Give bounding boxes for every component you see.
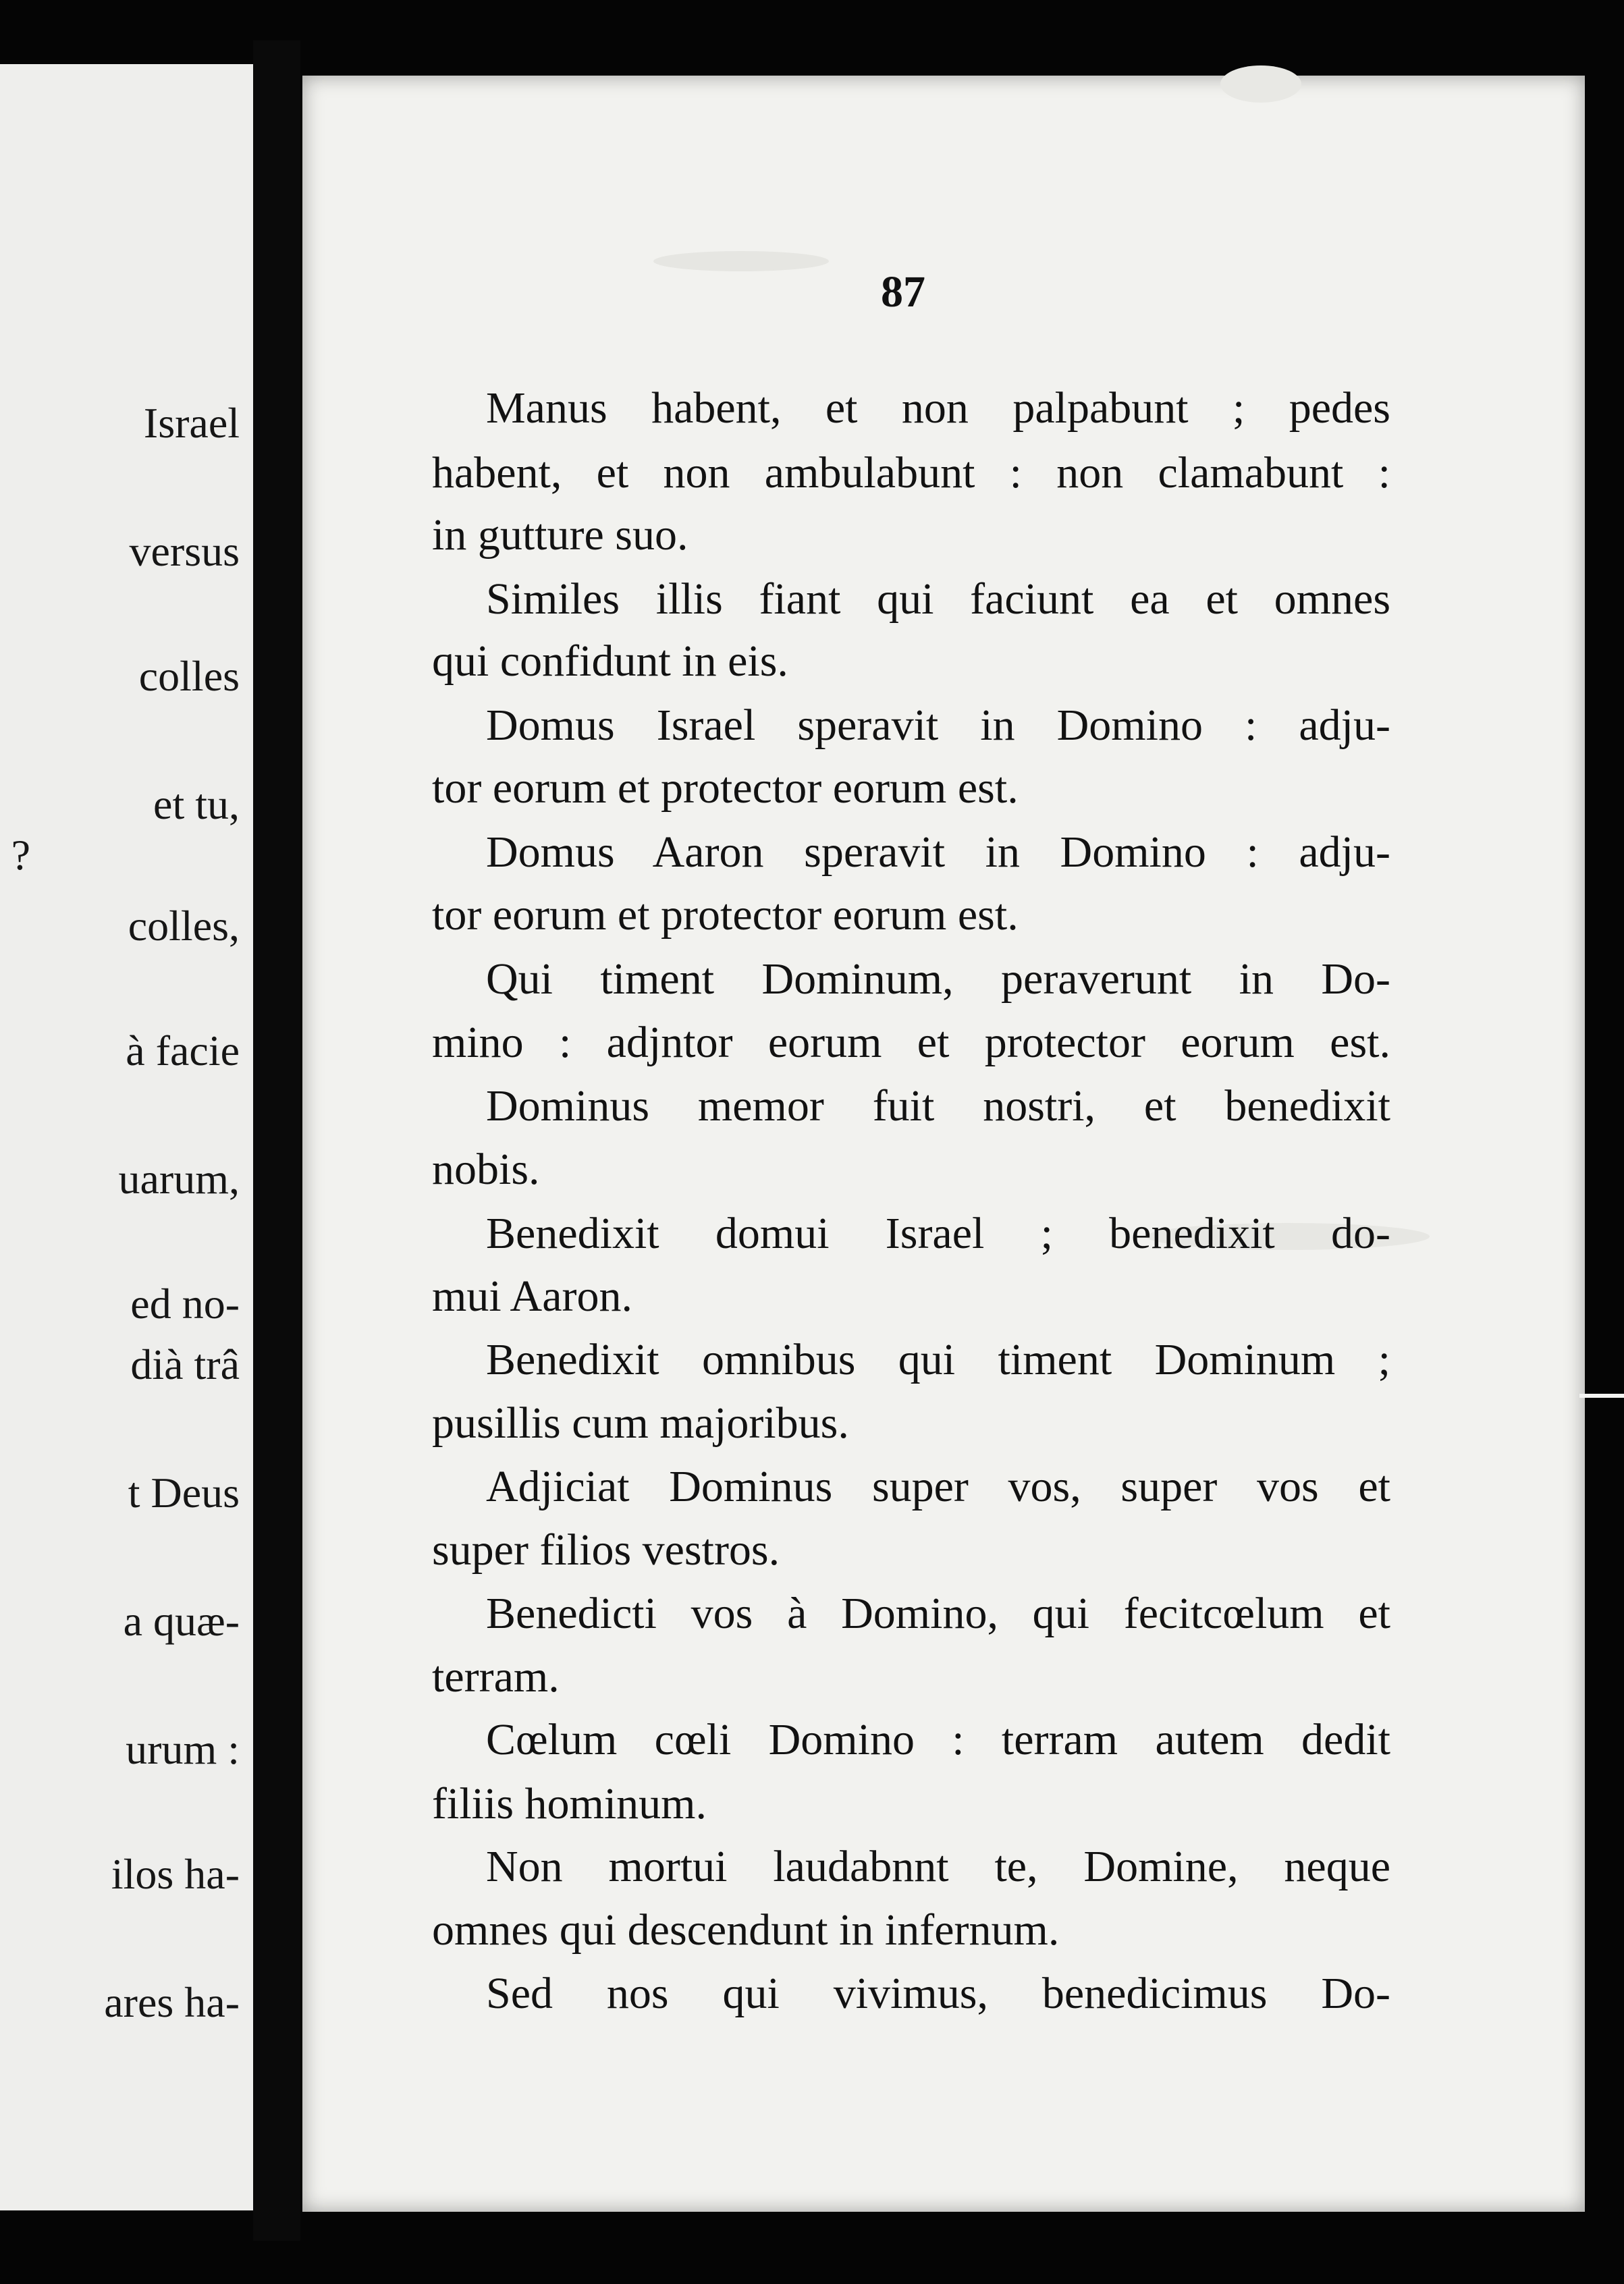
left-page-line: versus: [129, 527, 240, 575]
text-line: Manus habent, et non palpabunt ; pedes: [486, 383, 1390, 433]
text-line: Sed nos qui vivimus, benedicimus Do-: [486, 1969, 1390, 2018]
text-line: Qui timent Dominum, peraverunt in Do-: [486, 954, 1390, 1004]
page-number: 87: [881, 267, 925, 317]
text-line: super filios vestros.: [432, 1525, 780, 1575]
text-line: Benedixit domui Israel ; benedixit do-: [486, 1209, 1390, 1258]
text-line: Domus Aaron speravit in Domino : adju-: [486, 827, 1390, 877]
left-page-line: et tu,: [153, 780, 240, 828]
text-line: Benedixit omnibus qui timent Dominum ;: [486, 1335, 1390, 1384]
text-line: Cœlum cœli Domino : terram autem dedit: [486, 1715, 1390, 1764]
left-page-line: Israel: [143, 399, 240, 447]
text-line: habent, et non ambulabunt : non clamabunt :: [432, 448, 1390, 497]
left-page-line: ares ha-: [104, 1978, 240, 2026]
text-line: nobis.: [432, 1145, 540, 1194]
text-line: filiis hominum.: [432, 1779, 707, 1828]
text-line: Adjiciat Dominus super vos, super vos et: [486, 1462, 1390, 1511]
left-page-line: ?: [11, 831, 30, 879]
left-page-line: colles,: [128, 902, 240, 950]
text-line: tor eorum et protector eorum est.: [432, 890, 1019, 940]
paper-damage-mark: [1220, 65, 1301, 103]
left-page-line: colles: [138, 652, 240, 700]
left-page-line: a quæ-: [123, 1597, 240, 1645]
text-line: in gutture suo.: [432, 510, 688, 560]
left-page-line: dià trâ: [130, 1340, 240, 1388]
book-gutter: [253, 40, 300, 2241]
left-page-line: ilos ha-: [111, 1850, 240, 1898]
left-page-line: t Deus: [128, 1469, 240, 1517]
scan-edge-mark: [1579, 1394, 1624, 1398]
text-line: mino : adjntor eorum et protector eorum est.: [432, 1018, 1390, 1067]
left-page-line: à facie: [126, 1027, 240, 1075]
left-page-line: urum :: [126, 1725, 240, 1773]
text-line: pusillis cum majoribus.: [432, 1398, 849, 1448]
text-line: omnes qui descendunt in infernum.: [432, 1905, 1060, 1955]
text-line: qui confidunt in eis.: [432, 636, 788, 686]
text-line: tor eorum et protector eorum est.: [432, 763, 1019, 813]
left-page-line: uarum,: [118, 1155, 240, 1203]
bleed-through-mark: [653, 251, 829, 271]
text-line: Benedicti vos à Domino, qui fecitcœlum et: [486, 1589, 1390, 1638]
text-line: Non mortui laudabnnt te, Domine, neque: [486, 1842, 1390, 1891]
left-page-line: ed no-: [130, 1280, 240, 1328]
text-line: Dominus memor fuit nostri, et benedixit: [486, 1081, 1390, 1131]
text-line: mui Aaron.: [432, 1272, 632, 1321]
text-line: terram.: [432, 1652, 560, 1702]
previous-page-fragment: [0, 64, 253, 2210]
text-line: Domus Israel speravit in Domino : adju-: [486, 701, 1390, 750]
text-line: Similes illis fiant qui faciunt ea et omnes: [486, 574, 1390, 624]
